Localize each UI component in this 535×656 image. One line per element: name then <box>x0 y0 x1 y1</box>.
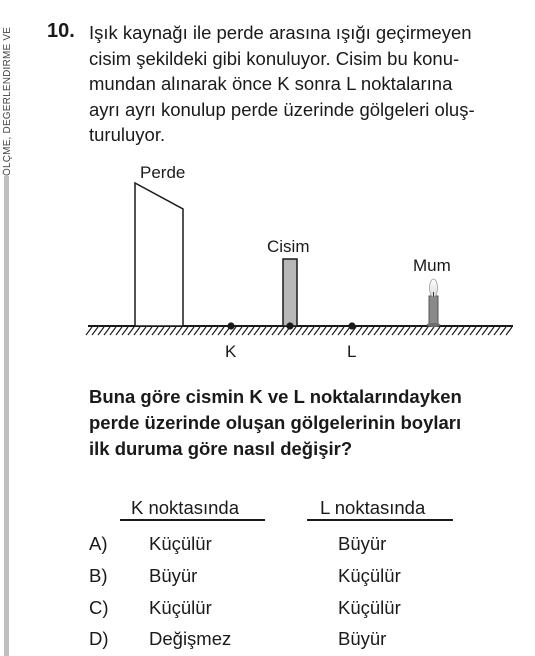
point-l-label: L <box>347 342 357 361</box>
option-d-l-value: Büyür <box>338 628 387 649</box>
option-a-l-value: Büyür <box>338 533 387 554</box>
prompt-line: Buna göre cismin K ve L noktalarındayken <box>89 386 462 407</box>
candle-icon <box>427 279 441 327</box>
option-b-l-value: Küçülür <box>338 565 401 586</box>
question-line: turuluyor. <box>89 124 166 146</box>
option-a-k-value: Küçülür <box>149 533 212 554</box>
screen-shape <box>135 183 183 326</box>
point-k-dot <box>227 322 234 329</box>
question-line: Işık kaynağı ile perde arasına ışığı geçirmeyen <box>89 22 472 43</box>
point-k-label: K <box>225 342 237 361</box>
column-rule-k <box>120 519 265 521</box>
column-rule-l <box>307 519 453 521</box>
question-line: mundan alınarak önce K sonra L noktalarına <box>89 73 453 95</box>
option-a-letter[interactable]: A) <box>89 533 108 554</box>
option-b-letter[interactable]: B) <box>89 565 108 586</box>
question-prompt <box>89 384 529 462</box>
object-base-point <box>286 322 293 329</box>
column-header-l: L noktasında <box>320 497 426 518</box>
column-header-k: K noktasında <box>131 497 239 518</box>
question-number: 10. <box>47 20 75 42</box>
option-b-k-value: Büyür <box>149 565 198 586</box>
option-c-letter[interactable]: C) <box>89 597 109 618</box>
point-l-dot <box>348 322 355 329</box>
question-line: ayrı ayrı konulup perde üzerinde gölgeleri oluş- <box>89 98 475 120</box>
side-margin-label: ÖLÇME, DEĞERLENDİRME VE <box>2 26 13 176</box>
screen-label: Perde <box>140 163 186 182</box>
option-c-k-value: Küçülür <box>149 597 212 618</box>
option-c-l-value: Küçülür <box>338 597 401 618</box>
option-d-k-value: Değişmez <box>149 628 232 649</box>
option-d-letter[interactable]: D) <box>89 628 109 649</box>
object-shape <box>283 259 297 326</box>
prompt-line: perde üzerinde oluşan gölgelerinin boyları <box>89 412 462 433</box>
ground-hatching <box>86 327 512 335</box>
prompt-line: ilk duruma göre nasıl değişir? <box>89 438 353 459</box>
candle-label: Mum <box>413 256 451 275</box>
object-label: Cisim <box>267 237 310 256</box>
question-line: cisim şekildeki gibi konuluyor. Cisim bu konu- <box>89 47 460 69</box>
